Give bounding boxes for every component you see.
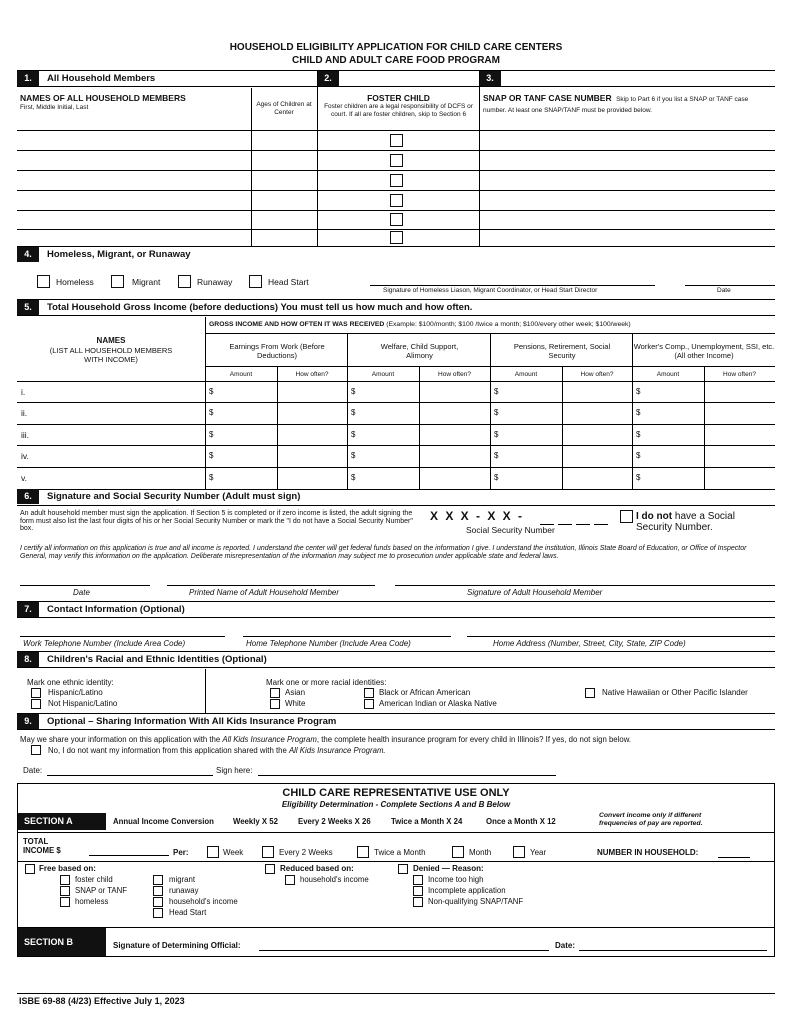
white-label: White — [285, 699, 306, 708]
black-label: Black or African American — [379, 688, 471, 697]
income-row-label: v. — [21, 473, 27, 483]
conversion-title: Annual Income Conversion — [113, 817, 214, 826]
section-4-number: 4. — [17, 247, 39, 262]
dollar-sign: $ — [351, 387, 356, 396]
section-7-header — [17, 601, 775, 618]
section-8-number: 8. — [17, 652, 39, 667]
conversion-monthly: Once a Month X 12 — [486, 817, 556, 826]
section-8-header — [17, 651, 775, 668]
section-9-header — [17, 713, 775, 730]
runaway-checkbox[interactable] — [178, 275, 191, 288]
no-share-checkbox[interactable] — [31, 745, 41, 755]
amount-label-3: Amount — [514, 371, 538, 378]
no-share-label: No, I do not want my information from this application shared with the All Kids Insurance Program. — [48, 746, 386, 755]
ages-header: Ages of Children at Center — [256, 101, 312, 116]
foster-checkbox-4[interactable] — [390, 194, 403, 207]
dollar-sign: $ — [351, 451, 356, 460]
section-4-title: Homeless, Migrant, or Runaway — [47, 249, 191, 260]
number-household-label: NUMBER IN HOUSEHOLD: — [597, 848, 699, 857]
liaison-date-label: Date — [717, 287, 731, 294]
form-subtitle: CHILD AND ADULT CARE FOOD PROGRAM — [292, 55, 500, 66]
per-label: Per: — [173, 848, 189, 857]
head-start-checkbox[interactable] — [249, 275, 262, 288]
free-snap-checkbox[interactable] — [60, 886, 70, 896]
conversion-weekly: Weekly X 52 — [233, 817, 278, 826]
denied-income-label: Income too high — [428, 875, 484, 884]
dollar-sign: $ — [494, 387, 499, 396]
income-row-label: iii. — [21, 430, 30, 440]
asian-label: Asian — [285, 688, 306, 697]
printed-name-label: Printed Name of Adult Household Member — [189, 588, 339, 597]
dollar-sign: $ — [209, 451, 214, 460]
ssn-label: Social Security Number — [466, 525, 555, 535]
american-indian-label: American Indian or Alaska Native — [379, 699, 497, 708]
hispanic-label: Hispanic/Latino — [48, 688, 103, 697]
amount-label-1: Amount — [229, 371, 253, 378]
racial-label: Mark one or more racial identities: — [266, 678, 387, 687]
section-9-title: Optional – Sharing Information With All Kids Insurance Program — [47, 716, 337, 727]
reduced-label: Reduced based on: — [280, 864, 354, 873]
black-checkbox[interactable] — [364, 688, 374, 698]
foster-checkbox-2[interactable] — [390, 154, 403, 167]
section-6-number: 6. — [17, 489, 39, 504]
amount-label-2: Amount — [371, 371, 395, 378]
dollar-sign: $ — [636, 473, 641, 482]
per-year-checkbox[interactable] — [513, 846, 525, 858]
free-migrant-checkbox[interactable] — [153, 875, 163, 885]
section-1-number: 1. — [17, 71, 39, 86]
work-phone-label: Work Telephone Number (Include Area Code) — [23, 639, 186, 648]
dollar-sign: $ — [636, 451, 641, 460]
free-foster-label: foster child — [75, 875, 113, 884]
hispanic-checkbox[interactable] — [31, 688, 41, 698]
foster-child-desc: Foster children are a legal responsibility of DCFS or court. If all are foster children, skip to Section 6 — [324, 103, 473, 118]
section-b-label: SECTION B — [18, 928, 106, 956]
per-week-label: Week — [223, 848, 244, 857]
names-header: NAMES OF ALL HOUSEHOLD MEMBERS — [20, 93, 186, 103]
section-a-label: SECTION A — [18, 813, 106, 830]
foster-checkbox-1[interactable] — [390, 134, 403, 147]
per-month-checkbox[interactable] — [452, 846, 464, 858]
foster-checkbox-6[interactable] — [390, 231, 403, 244]
denied-snap-label: Non-qualifying SNAP/TANF — [428, 897, 524, 906]
per-twice-month-checkbox[interactable] — [357, 846, 369, 858]
snap-header: SNAP OR TANF CASE NUMBER Skip to Part 6 if you list a SNAP or TANF case number. At least one SNAP/TANF must be provided below. — [483, 93, 749, 114]
free-homeless-checkbox[interactable] — [60, 897, 70, 907]
migrant-label: Migrant — [132, 277, 161, 287]
free-head-start-label: Head Start — [169, 908, 207, 917]
rep-title: CHILD CARE REPRESENTATIVE USE ONLY — [282, 787, 510, 799]
section-1-3-header — [17, 70, 775, 87]
denied-incomplete-label: Incomplete application — [428, 886, 506, 895]
free-head-start-checkbox[interactable] — [153, 908, 163, 918]
dollar-sign: $ — [209, 408, 214, 417]
dollar-sign: $ — [494, 408, 499, 417]
home-address-label: Home Address (Number, Street, City, State, ZIP Code) — [493, 639, 686, 648]
runaway-label: Runaway — [197, 277, 233, 287]
section-4-header — [17, 247, 775, 264]
signature-instructions: An adult household member must sign the application. If Section 5 is completed or if zero income is listed, the adult signing the form must also list the last four digits of his or her Social Security Number or mark the "I do not have a Social Security Number" box. — [20, 510, 413, 533]
not-hispanic-checkbox[interactable] — [31, 699, 41, 709]
share-sign-label: Sign here: — [216, 766, 253, 775]
dollar-sign: $ — [351, 473, 356, 482]
share-date-label: Date: — [23, 766, 43, 775]
per-biweekly-label: Every 2 Weeks — [279, 848, 333, 857]
form-title: HOUSEHOLD ELIGIBILITY APPLICATION FOR CHILD CARE CENTERS — [229, 42, 563, 53]
conversion-twice-month: Twice a Month X 24 — [391, 817, 463, 826]
section-2-number: 2. — [317, 71, 339, 86]
denied-income-checkbox[interactable] — [413, 875, 423, 885]
pacific-islander-label: Native Hawaiian or Other Pacific Islander — [602, 688, 748, 697]
american-indian-checkbox[interactable] — [364, 699, 374, 709]
free-runaway-checkbox[interactable] — [153, 886, 163, 896]
income-row-label: i. — [21, 387, 26, 397]
dollar-sign: $ — [209, 387, 214, 396]
adult-signature-label: Signature of Adult Household Member — [467, 588, 603, 597]
section-5-title: Total Household Gross Income (before deductions) You must tell us how much and how often. — [47, 302, 473, 313]
per-biweekly-checkbox[interactable] — [262, 846, 274, 858]
ethnic-label: Mark one ethnic identity: — [27, 678, 114, 687]
income-group-welfare: Welfare, Child Support, Alimony — [380, 342, 459, 360]
free-label: Free based on: — [39, 864, 96, 873]
section-7-number: 7. — [17, 602, 39, 617]
free-income-checkbox[interactable] — [153, 897, 163, 907]
section-8-title: Children's Racial and Ethnic Identities (Optional) — [47, 654, 267, 665]
denied-label: Denied — Reason: — [413, 864, 484, 873]
per-month-label: Month — [469, 848, 492, 857]
per-twice-month-label: Twice a Month — [374, 848, 426, 857]
section-3-number: 3. — [479, 71, 501, 86]
income-row-label: ii. — [21, 408, 28, 418]
income-names-sub: (LIST ALL HOUSEHOLD MEMBERS WITH INCOME) — [49, 346, 173, 364]
head-start-label: Head Start — [268, 277, 309, 287]
amount-label-4: Amount — [656, 371, 680, 378]
form-footer: ISBE 69-88 (4/23) Effective July 1, 2023 — [19, 996, 185, 1006]
white-checkbox[interactable] — [270, 699, 280, 709]
foster-child-header: FOSTER CHILD — [367, 93, 430, 103]
dollar-sign: $ — [636, 408, 641, 417]
often-label-3: How often? — [580, 371, 614, 378]
foster-checkbox-5[interactable] — [390, 213, 403, 226]
ssn-mask: X X X - X X - — [430, 509, 525, 523]
free-runaway-label: runaway — [169, 886, 199, 895]
per-year-label: Year — [530, 848, 547, 857]
often-label-4: How often? — [723, 371, 756, 378]
convert-note: Convert income only if different frequencies of pay are reported. — [599, 812, 703, 827]
free-checkbox[interactable] — [25, 864, 35, 874]
signer-date-label: Date — [73, 588, 90, 597]
dollar-sign: $ — [209, 430, 214, 439]
section-5-header — [17, 299, 775, 316]
section-6-header — [17, 489, 775, 506]
section-7-title: Contact Information (Optional) — [47, 604, 185, 615]
liaison-signature-label: Signature of Homeless Liason, Migrant Coordinator, or Head Start Director — [383, 287, 598, 294]
homeless-label: Homeless — [56, 277, 94, 287]
income-group-pensions: Pensions, Retirement, Social Security — [513, 342, 611, 360]
dollar-sign: $ — [494, 473, 499, 482]
total-income-label: TOTAL INCOME $ — [23, 837, 61, 855]
not-hispanic-label: Not Hispanic/Latino — [48, 699, 118, 708]
income-row-label: iv. — [21, 451, 29, 461]
names-subheader: First, Middle Initial, Last — [20, 104, 89, 111]
income-group-work: Earnings From Work (Before Deductions) — [229, 342, 325, 360]
free-snap-label: SNAP or TANF — [75, 886, 127, 895]
denied-snap-checkbox[interactable] — [413, 897, 423, 907]
no-ssn-label: I do not have a Social Security Number. — [636, 511, 735, 533]
often-label-2: How often? — [438, 371, 471, 378]
free-migrant-label: migrant — [169, 875, 195, 884]
conversion-biweekly: Every 2 Weeks X 26 — [298, 817, 371, 826]
reduced-checkbox[interactable] — [265, 864, 275, 874]
often-label-1: How often? — [295, 371, 329, 378]
home-phone-label: Home Telephone Number (Include Area Code) — [246, 639, 411, 648]
pacific-islander-checkbox[interactable] — [585, 688, 595, 698]
dollar-sign: $ — [636, 430, 641, 439]
dollar-sign: $ — [351, 430, 356, 439]
homeless-checkbox[interactable] — [37, 275, 50, 288]
section-9-number: 9. — [17, 714, 39, 729]
dollar-sign: $ — [351, 408, 356, 417]
certification-statement: I certify all information on this application is true and all income is reported. I understand the center will get federal funds based on the information I give. I understand the institution, Illinois State Board of Education, or Office of Inspector General, may verify this information on the application. Deliberate misrepresentation of the information may subject me to prosecution under applicable state and federal laws. — [20, 545, 747, 560]
per-week-checkbox[interactable] — [207, 846, 219, 858]
reduced-income-checkbox[interactable] — [285, 875, 295, 885]
migrant-checkbox[interactable] — [111, 275, 124, 288]
official-date-label: Date: — [555, 941, 576, 950]
dollar-sign: $ — [209, 473, 214, 482]
income-group-other: Worker's Comp., Unemployment, SSI, etc. (All other Income) — [633, 342, 775, 360]
free-income-label: household's income — [169, 897, 238, 906]
rep-subtitle: Eligibility Determination - Complete Sections A and B Below — [281, 800, 511, 809]
share-question: May we share your information on this application with the All Kids Insurance Program, the complete health insurance program for every child in Illinois? If yes, do not sign below. — [20, 735, 632, 744]
section-1-title: All Household Members — [47, 73, 156, 84]
free-foster-checkbox[interactable] — [60, 875, 70, 885]
representative-box — [17, 783, 775, 957]
dollar-sign: $ — [636, 387, 641, 396]
free-homeless-label: homeless — [75, 897, 109, 906]
asian-checkbox[interactable] — [270, 688, 280, 698]
reduced-income-label: household's income — [300, 875, 369, 884]
gross-income-header: GROSS INCOME AND HOW OFTEN IT WAS RECEIVED (Example: $100/month; $100 /twice a month; $100/every other week; $100/week) — [209, 321, 631, 328]
dollar-sign: $ — [494, 451, 499, 460]
dollar-sign: $ — [494, 430, 499, 439]
no-ssn-checkbox[interactable] — [620, 510, 633, 523]
official-signature-label: Signature of Determining Official: — [113, 941, 241, 950]
denied-incomplete-checkbox[interactable] — [413, 886, 423, 896]
section-6-title: Signature and Social Security Number (Adult must sign) — [47, 491, 301, 502]
foster-checkbox-3[interactable] — [390, 174, 403, 187]
income-names-header: NAMES — [96, 336, 126, 345]
denied-checkbox[interactable] — [398, 864, 408, 874]
section-5-number: 5. — [17, 300, 39, 315]
